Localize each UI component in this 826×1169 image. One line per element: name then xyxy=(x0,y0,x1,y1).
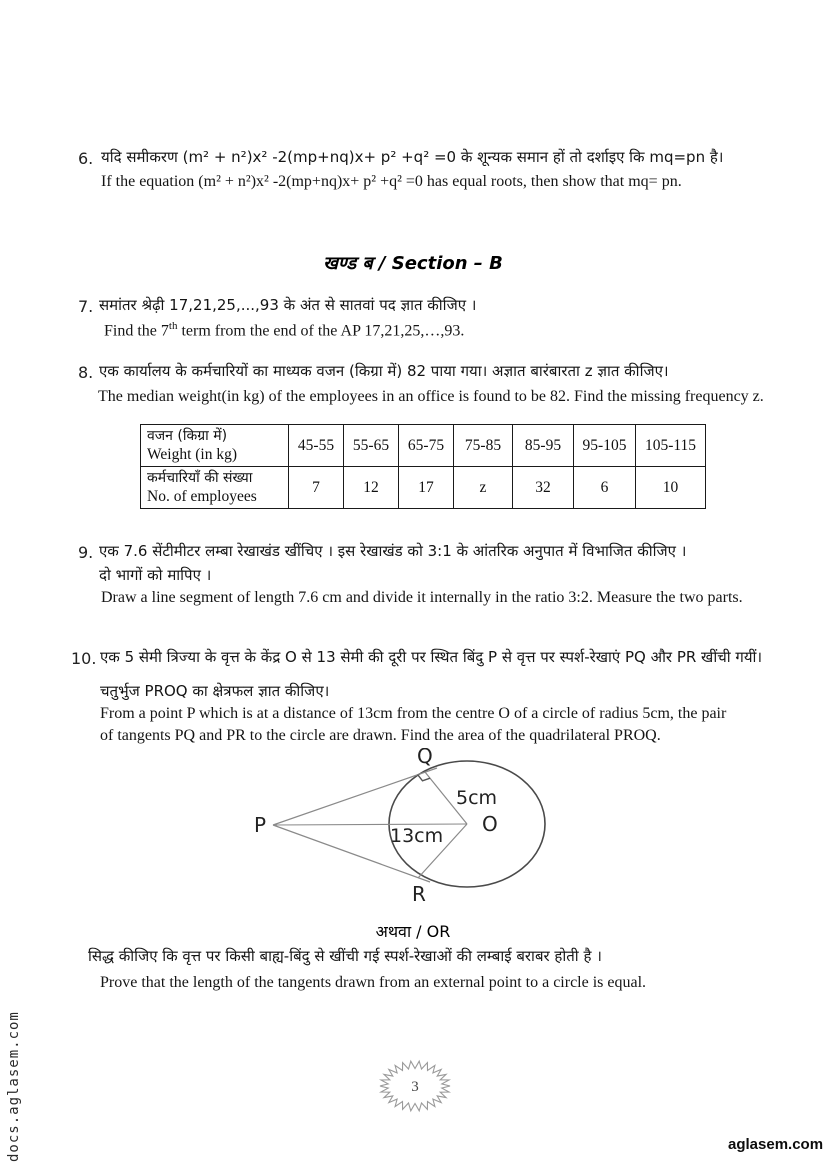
q6-equation: (m² + n²)x² -2(mp+nq)x+ p² +q² =0 xyxy=(182,148,457,166)
q7-english-suffix: term from the end of the AP 17,21,25,…,93. xyxy=(177,322,465,340)
q6-hindi-post: के शून्यक समान हों तो दर्शाइए कि mq=pn है। xyxy=(456,148,724,166)
table-cell: 17 xyxy=(399,467,454,509)
or-hindi-line: सिद्ध कीजिए कि वृत्त पर किसी बाह्य-बिंदु से खींची गई स्पर्श-रेखाओं की लम्बाई बराबर होती है । xyxy=(88,947,602,965)
q7-english-line xyxy=(104,320,464,340)
bottom-right-watermark: aglasem.com xyxy=(728,1136,824,1153)
q9-hindi-line1: एक 7.6 सेंटीमीटर लम्बा रेखाखंड खींचिए । इस रेखाखंड को 3:1 के आंतरिक अनुपात में विभाजित कीजिए । xyxy=(99,542,687,560)
row1-label-hindi: वजन (किग्रा में) xyxy=(147,428,228,444)
q7-english-prefix: Find the 7 xyxy=(104,322,169,340)
section-b-heading xyxy=(0,251,826,275)
page-number: 3 xyxy=(411,1079,419,1095)
q9-hindi-line2: दो भागों को मापिए । xyxy=(99,566,212,584)
row1-label-cell xyxy=(141,425,289,467)
q6-hindi-pre: यदि समीकरण xyxy=(101,148,183,166)
q10-hindi-line1: एक 5 सेमी त्रिज्या के वृत्त के केंद्र O से 13 सेमी की दूरी पर स्थित बिंदु P से वृत्त पर स्पर्श-रेखाएं PQ और PR खींची गयीं। xyxy=(100,648,763,666)
section-b-title: खण्ड ब / Section – B xyxy=(323,253,503,274)
table-cell: 65-75 xyxy=(399,425,454,467)
q10-number: 10. xyxy=(71,649,97,668)
frequency-table xyxy=(140,424,706,509)
row2-label-english: No. of employees xyxy=(147,488,257,505)
q9-english-line: Draw a line segment of length 7.6 cm and divide it internally in the ratio 3:2. Measure the two parts. xyxy=(101,589,743,606)
table-cell: 32 xyxy=(513,467,574,509)
table-cell: 7 xyxy=(289,467,344,509)
q8-number: 8. xyxy=(78,363,94,382)
table-cell: 6 xyxy=(574,467,636,509)
left-vertical-watermark: docs.aglasem.com xyxy=(6,1011,22,1162)
tangent-pq-line xyxy=(273,768,437,825)
table-cell: 10 xyxy=(636,467,706,509)
point-q-label: Q xyxy=(417,748,433,768)
table-cell: 12 xyxy=(344,467,399,509)
q9-number: 9. xyxy=(78,543,94,562)
row1-label-english: Weight (in kg) xyxy=(147,446,238,463)
table-row xyxy=(141,425,706,467)
table-cell: z xyxy=(454,467,513,509)
point-r-label: R xyxy=(412,882,426,906)
or-heading xyxy=(0,920,826,942)
row2-label-cell xyxy=(141,467,289,509)
q10-english-line1: From a point P which is at a distance of 13cm from the centre O of a circle of radius 5cm, the pair xyxy=(100,705,727,722)
q7-number: 7. xyxy=(78,297,94,316)
tangent-circle-diagram xyxy=(240,748,570,908)
distance-length-label: 13cm xyxy=(390,825,444,847)
q8-english-line: The median weight(in kg) of the employees in an office is found to be 82. Find the missing frequency z. xyxy=(98,388,764,405)
table-cell: 45-55 xyxy=(289,425,344,467)
point-o-label: O xyxy=(482,812,498,836)
q6-number: 6. xyxy=(78,149,94,168)
q10-hindi-line2: चतुर्भुज PROQ का क्षेत्रफल ज्ञात कीजिए। xyxy=(100,682,330,700)
q6-english-line: If the equation (m² + n²)x² -2(mp+nq)x+ p² +q² =0 has equal roots, then show that mq= pn. xyxy=(101,173,682,190)
or-title: अथवा / OR xyxy=(375,922,451,941)
or-english-line: Prove that the length of the tangents drawn from an external point to a circle is equal. xyxy=(100,974,647,991)
q7-english-superscript: th xyxy=(168,320,178,332)
page-number-seal xyxy=(378,1059,452,1113)
q10-english-line2: of tangents PQ and PR to the circle are drawn. Find the area of the quadrilateral PROQ. xyxy=(100,727,661,744)
table-cell: 95-105 xyxy=(574,425,636,467)
row2-label-hindi: कर्मचारियाँ की संख्या xyxy=(147,470,253,486)
table-cell: 105-115 xyxy=(636,425,706,467)
table-cell: 85-95 xyxy=(513,425,574,467)
table-cell: 75-85 xyxy=(454,425,513,467)
q8-hindi-line: एक कार्यालय के कर्मचारियों का माध्यक वजन (किग्रा में) 82 पाया गया। अज्ञात बारंबारता z ज्ञात कीजिए। xyxy=(99,362,669,380)
table-cell: 55-65 xyxy=(344,425,399,467)
q7-hindi-line: समांतर श्रेढ़ी 17,21,25,...,93 के अंत से सातवां पद ज्ञात कीजिए । xyxy=(99,296,477,314)
radius-length-label: 5cm xyxy=(456,787,498,809)
q6-hindi-line xyxy=(101,147,791,167)
table-row xyxy=(141,467,706,509)
point-p-label: P xyxy=(254,813,267,837)
